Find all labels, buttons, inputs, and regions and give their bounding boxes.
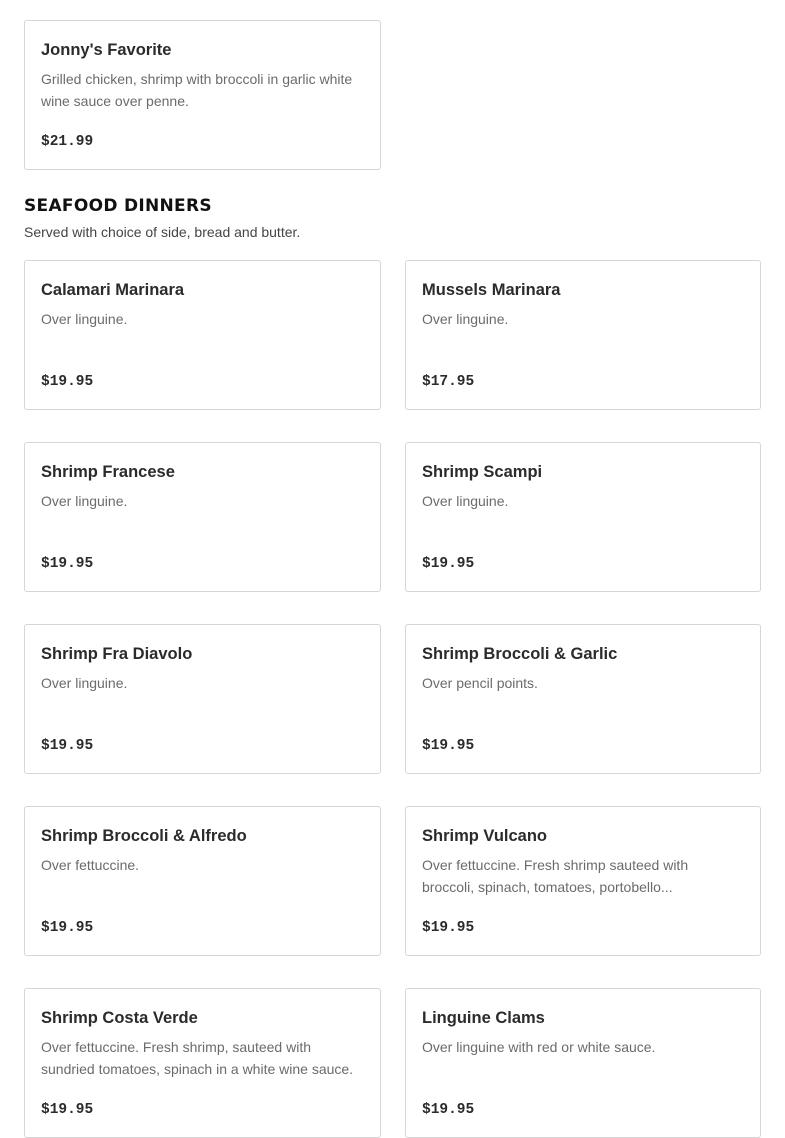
menu-item-price: $19.95: [41, 374, 94, 390]
menu-item-name: Linguine Clams: [422, 1009, 545, 1027]
menu-item-card[interactable]: [405, 260, 761, 410]
menu-item-price: $17.95: [422, 374, 475, 390]
menu-item-card[interactable]: [405, 624, 761, 774]
menu-item-name: Jonny's Favorite: [41, 41, 172, 59]
menu-item-description: Over pencil points.: [422, 675, 538, 691]
menu-item-description: Over linguine.: [41, 675, 128, 691]
menu-item-card[interactable]: [24, 20, 381, 170]
menu-item-name: Shrimp Broccoli & Alfredo: [41, 827, 247, 845]
menu-item-card[interactable]: [24, 806, 381, 956]
seafood-dinners-section: [24, 195, 761, 1118]
menu-item-description: Over fettuccine.: [41, 857, 140, 873]
menu-item-price: $19.95: [422, 920, 475, 936]
menu-item-price: $19.95: [41, 920, 94, 936]
menu-item-card[interactable]: [405, 442, 761, 592]
menu-item-card[interactable]: [24, 988, 381, 1138]
menu-item-name: Shrimp Fra Diavolo: [41, 645, 193, 663]
menu-item-price: $19.95: [41, 556, 94, 572]
menu-item-price: $19.95: [422, 738, 475, 754]
menu-item-name: Calamari Marinara: [41, 281, 185, 299]
menu-item-price: $19.95: [422, 556, 475, 572]
menu-item-description: Over linguine with red or white sauce.: [422, 1039, 656, 1055]
menu-item-price: $19.95: [422, 1102, 475, 1118]
previous-section-items: [24, 20, 381, 170]
menu-item-description: Over linguine.: [41, 493, 128, 509]
menu-item-name: Shrimp Vulcano: [422, 827, 547, 845]
menu-item-name: Shrimp Costa Verde: [41, 1009, 198, 1027]
menu-item-description: Over linguine.: [422, 311, 509, 327]
menu-item-description: Over fettuccine. Fresh shrimp sauteed with broccoli, spinach, tomatoes, portobello...: [422, 857, 689, 895]
menu-item-description: Over linguine.: [422, 493, 509, 509]
menu-item-name: Shrimp Scampi: [422, 463, 543, 481]
menu-item-description: Over linguine.: [41, 311, 128, 327]
menu-item-price: $19.95: [41, 1102, 94, 1118]
menu-item-card[interactable]: [405, 988, 761, 1138]
menu-item-card[interactable]: [24, 624, 381, 774]
menu-item-name: Shrimp Francese: [41, 463, 175, 481]
section-subtitle: Served with choice of side, bread and butter.: [24, 224, 301, 240]
menu-item-price: $19.95: [41, 738, 94, 754]
menu-item-name: Mussels Marinara: [422, 281, 561, 299]
section-title: SEAFOOD DINNERS: [24, 196, 212, 216]
menu-items-grid: [24, 260, 761, 1138]
menu-item-name: Shrimp Broccoli & Garlic: [422, 645, 618, 663]
menu-item-card[interactable]: [405, 806, 761, 956]
menu-item-card[interactable]: [24, 260, 381, 410]
menu-item-card[interactable]: [24, 442, 381, 592]
menu-item-price: $21.99: [41, 134, 94, 150]
menu-item-description: Grilled chicken, shrimp with broccoli in garlic white wine sauce over penne.: [41, 71, 353, 109]
menu-item-description: Over fettuccine. Fresh shrimp, sauteed with sundried tomatoes, spinach in a white wine sauce.: [41, 1039, 354, 1077]
